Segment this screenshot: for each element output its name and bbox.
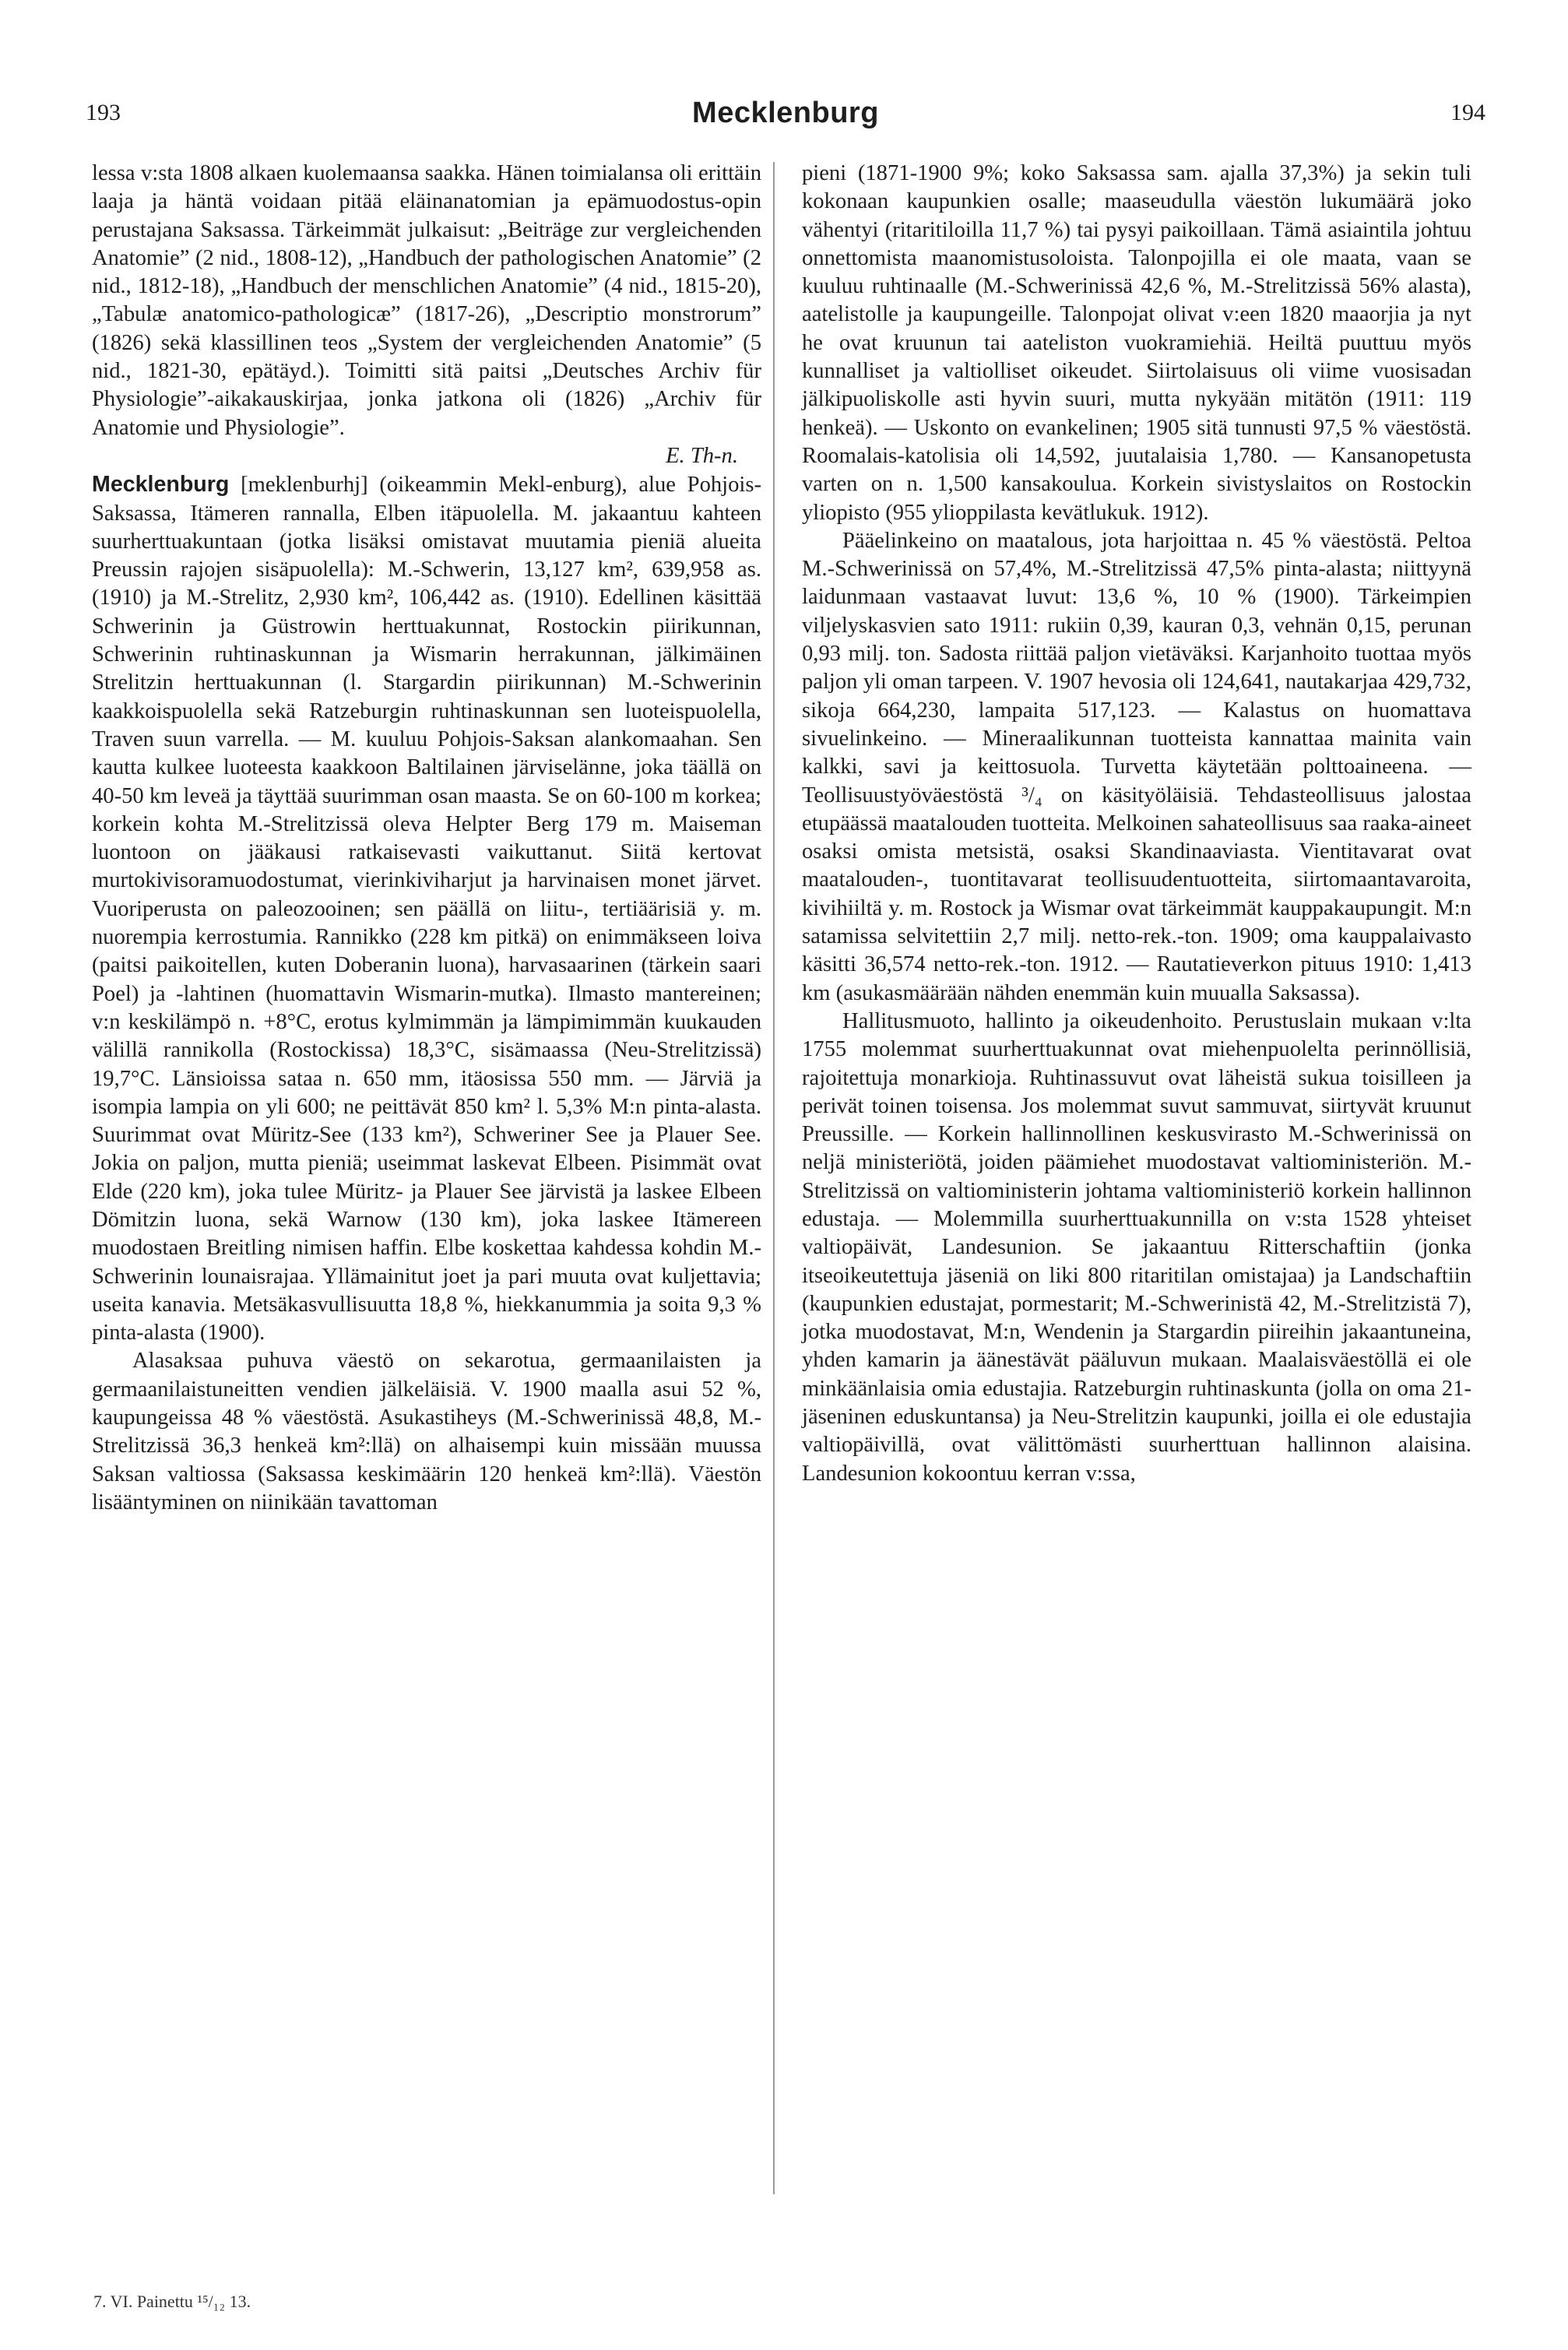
paragraph-meckel-continued [92,160,761,470]
paragraph-economy: Pääelinkeino on maatalous, jota harjoittaa n. 45 % väestöstä. Peltoa M.-Schwerinissä on 57,4%, M.-Strelitzissä 47,5% pinta-alasta; niittyynä laidunmaan vastaavat luvut: 13,6 %, 10 % (1900). Tärkeimpien viljelyskasvien sato 1911: rukiin 0,39, kauran 0,3, vehnän 0,15, perunan 0,93 milj. ton. Sadosta riittää paljon vietäväksi. Karjanhoito tuottaa myös paljon yli oman tarpeen. V. 1907 hevosia oli 124,641, nautakarjaa 429,732, sikoja 664,230, lampaita 517,123. — Kalastus on huomattava sivuelinkeino. — Mineraalikunnan tuotteista kannattaa mainita vain kalkki, savi ja keittosuola. Turvetta käytetään polttoaineena. — Teollisuustyöväestöstä ³/₄ on käsityöläisiä. Tehdasteollisuus jalostaa etupäässä maatalouden tuotteita. Melkoinen sahateollisuus saa raaka-aineet osaksi omista metsistä, osaksi Skandinaaviasta. Vientitavarat ovat maatalouden-, tuontitavarat teollisuudentuotteita, siirtomaantavaroita, kivihiiltä y. m. Rostock ja Wismar ovat tärkeimmät kauppakaupungit. M:n satamissa selvitettiin 2,7 milj. netto-rek.-ton. 1909; oma kauppalaivasto käsitti 36,574 netto-rek.-ton. 1912. — Rautatieverkon pituus 1910: 1,413 km (asukasmäärään nähden enemmän kuin muualla Saksassa). [802,528,1471,1005]
paragraph-text: [meklenburhj] (oikeammin Mekl-enburg), alue Pohjois-Saksassa, Itämeren rannalla, Elben itäpuolella. M. jakaantuu kahteen suurherttuakuntaan (jotka lisäksi omistavat muutamia pieniä alueita Preussin rajojen sisäpuolella): M.-Schwerin, 13,127 km², 639,958 as. (1910) ja M.-Strelitz, 2,930 km², 106,442 as. (1910). Edellinen käsittää Schwerinin ja Güstrowin herttuakunnat, Rostockin piirikunnan, Schwerinin ruhtinaskunnan ja Wismarin herrakunnan, jälkimäinen Strelitzin herttuakunnan (l. Stargardin piirikunnan) M.-Schwerinin kaakkoispuolella sekä Ratzeburgin ruhtinaskunnan sen luoteispuolella, Traven suun varrella. — M. kuuluu Pohjois-Saksan alankomaahan. Sen kautta kulkee luoteesta kaakkoon Baltilainen järviselänne, joka täällä on 40-50 km leveä ja täyttää suurimman osan maasta. Se on 60-100 m korkea; korkein kohta M.-Strelitzissä oleva Helpter Berg 179 m. Maiseman luontoon on jääkausi ratkaisevasti vaikuttanut. Siitä kertovat murtokivisoramuodostumat, vierinkiviharjut ja harvinaisen monet järvet. Vuoriperusta on paleozooinen; sen päällä on liitu-, tertiäärisiä y. m. nuorempia kerrostumia. Rannikko (228 km pitkä) on enimmäkseen loiva (paitsi paikoitellen, kuten Doberanin luona), harvasaarinen (tärkein saari Poel) ja -lahtinen (huomattavin Wismarin-mutka). Ilmasto mantereinen; v:n keskilämpö n. +8°C, erotus kylmimmän ja lämpimimmän kuukauden välillä rannikolla (Rostockissa) 18,3°C, sisämaassa (Neu-Strelitzissä) 19,7°C. Länsioissa sataa n. 650 mm, itäosissa 550 mm. — Järviä ja isompia lampia on yli 600; ne peittävät 850 km² l. 5,3% M:n pinta-alasta. Suurimmat ovat Müritz-See (133 km²), Schweriner See ja Plauer See. Jokia on paljon, mutta pieniä; useimmat laskevat Elbeen. Pisimmät ovat Elde (220 km), joka tulee Müritz- ja Plauer See järvistä ja laskee Elbeen Dömitzin luona, sekä Warnow (130 km), joka laskee Itämereen muodostaen Breitling nimisen haffin. Elbe koskettaa kahdessa kohdin M.-Schwerinin lounaisrajaa. Yllämainitut joet ja pari muuta ovat kuljettavia; useita kanavia. Metsäkasvullisuutta 18,8 %, hiekkanummia ja soita 9,3 % pinta-alasta (1900). [92,473,761,1346]
paragraph-population: Alasaksaa puhuva väestö on sekarotua, germaanilaisten ja germaanilaistuneitten vendien jälkeläisiä. V. 1900 maalla asui 52 %, kaupungeissa 48 % väestöstä. Asukastiheys (M.-Schwerinissä 48,8, M.-Strelitzissä 36,3 henkeä km²:llä) on alhaisempi kuin missään muussa Saksan valtiossa (Saksassa keskimäärin 120 henkeä km²:llä). Väestön lisääntyminen on niinikään tavattoman [92,1349,761,1514]
page-number-right: 194 [1450,100,1485,125]
paragraph-government: Hallitusmuoto, hallinto ja oikeudenhoito. Perustuslain mukaan v:lta 1755 molemmat suurherttuakunnat ovat miehenpuolelta perinnöllisiä, rajoitettuja monarkioja. Ruhtinassuvut ovat läheistä sukua toisilleen ja perivät toinen toisensa. Jos molemmat suvut sammuvat, siirtyvät kruunut Preussille. — Korkein hallinnollinen keskusvirasto M.-Schwerinissä on neljä ministeriötä, joiden päämiehet muodostavat valtioministeriön. M.-Strelitzissä on valtioministerin johtama valtioministeriö korkein hallinnon edustaja. — Molemmilla suurherttuakunnilla on v:sta 1528 yhteiset valtiopäivät, Landesunion. Se jakaantuu Ritterschaftiin (jonka itseoikeutettuja jäseniä on liki 800 ritaritilan omistajaa) ja Landschaftiin (kaupunkien edustajat, pormestarit; M.-Schwerinistä 42, M.-Strelitzistä 7), jotka muodostavat, M:n, Wendenin ja Stargardin piireihin jakaantuneina, yhden kamarin ja äänestävät pääluvun mukaan. Maalaisväestöllä ei ole minkäänlaisia omia edustajia. Ratzeburgin ruhtinaskunta (jolla on oma 21-jäseninen eduskuntansa) ja Neu-Strelitzin kaupunki, joilla ei ole edustajia valtiopäivillä, ovat välittömästi suurherttuan hallinnon alaisina. Landesunion kokoontuu kerran v:ssa, [802,1008,1471,1486]
entry-headword: Mecklenburg [92,472,230,498]
left-column [92,160,761,1517]
paragraph-mecklenburg-entry [92,470,761,1347]
author-signature: E. Th-n. [666,443,738,468]
page-header [86,97,1485,146]
right-column [802,160,1471,1488]
paragraph-population-continued: pieni (1871-1900 9%; koko Saksassa sam. ajalla 37,3%) ja sekin tuli kokonaan kaupunkien osalle; maaseudulla väestön lukumäärä joko vähentyi (ritaritiloilla 11,7 %) tai pysyi paikoillaan. Tämä asiaintila johtuu onnettomista maanomistusoloista. Talonpojilla ei ole maata, vaan se kuuluu ruhtinaalle (M.-Schwerinissä 42,6 %, M.-Strelitzissä 56% alasta), aatelistolle ja kaupungeille. Talonpojat olivat v:een 1820 maaorjia ja nyt he ovat kruunun tai aateliston vuokramiehiä. Heiltä puuttuu myös kunnalliset ja valtiolliset oikeudet. Siirtolaisuus oli viime vuosisadan jälkipuoliskolle asti hyvin suuri, mutta nykyään mitätön (1911: 119 henkeä). — Uskonto on evankelinen; 1905 sitä tunnusti 97,5 % väestöstä. Roomalais-katolisia oli 14,592, juutalaisia 1,780. — Kansanopetusta varten on n. 1,500 kansakoulua. Korkein sivistyslaitos on Rostockin yliopisto (955 ylioppilasta kevätlukuk. 1912). [802,161,1471,525]
running-title: Mecklenburg [692,97,879,129]
printing-note: 7. VI. Painettu ¹⁵/₁₂ 13. [93,2292,251,2311]
paragraph-text: lessa v:sta 1808 alkaen kuolemaansa saakka. Hänen toimialansa oli erittäin laaja ja häntä voidaan pitää eläinanatomian ja epämuodostus-opin perustajana Saksassa. Tärkeimmät julkaisut: „Beiträge zur vergleichenden Anatomie” (2 nid., 1808-12), „Handbuch der pathologischen Anatomie” (2 nid., 1812-18), „Handbuch der menschlichen Anatomie” (4 nid., 1815-20), „Tabulæ anatomico-pathologicæ” (1817-26), „Descriptio monstrorum” (1826) sekä klassillinen teos „System der vergleichenden Anatomie” (5 nid., 1821-30, epätäyd.). Toimitti sitä paitsi „Deutsches Archiv für Physiologie”-aikakauskirjaa, jonka jatkona oli (1826) „Archiv für Anatomie und Physiologie”. [92,161,761,440]
page-number-left: 193 [86,100,121,125]
column-divider [773,162,775,2194]
